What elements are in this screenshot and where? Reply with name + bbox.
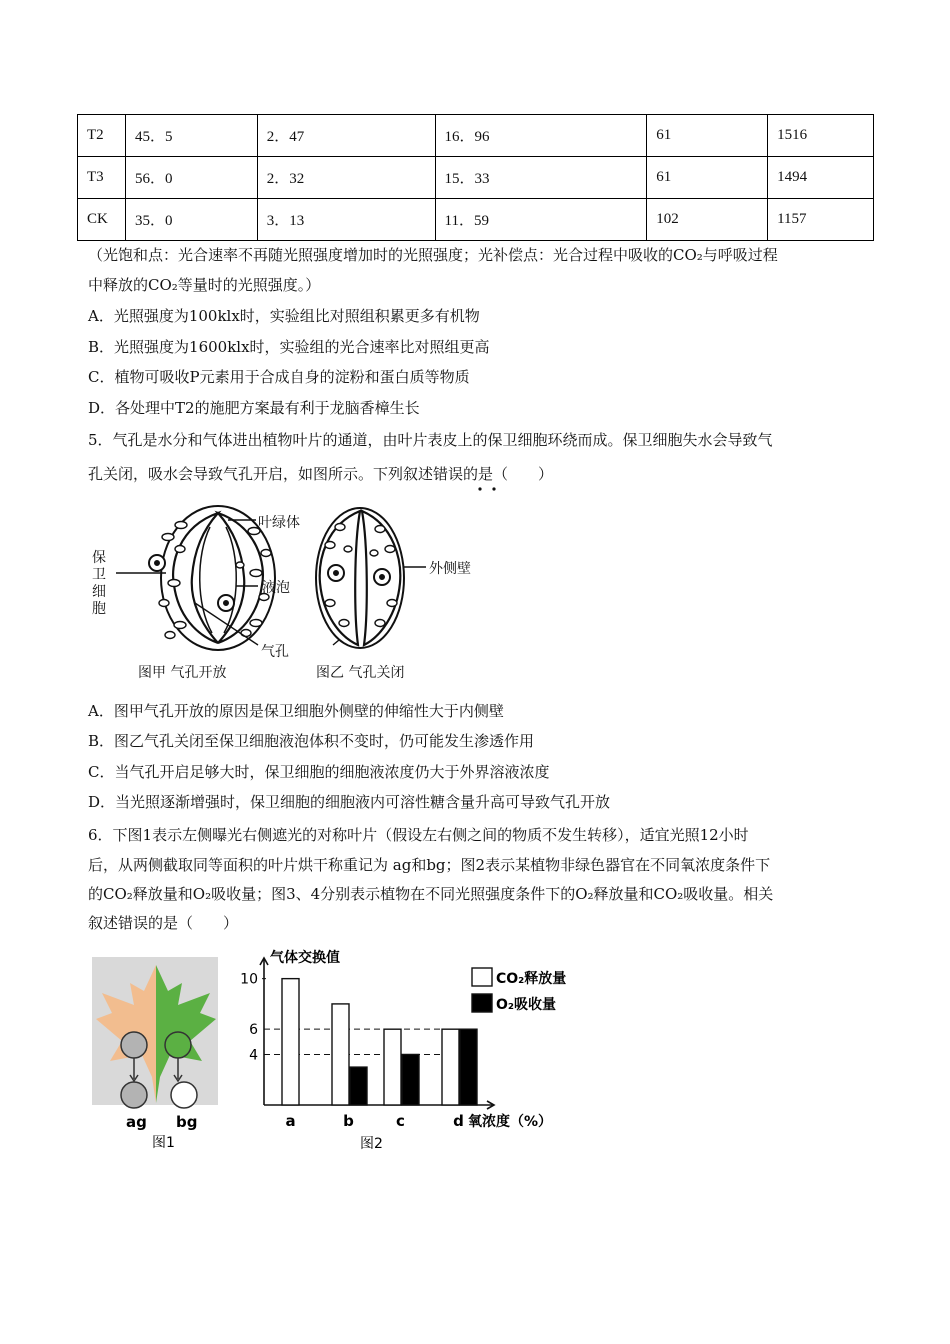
x-tick-label: c <box>396 1112 405 1130</box>
legend-label: CO₂释放量 <box>496 971 566 987</box>
label-stoma: 气孔 <box>261 644 289 660</box>
table-cell: 2．47 <box>257 115 435 157</box>
table-cell: 45．5 <box>125 115 257 157</box>
table-cell: 16．96 <box>435 115 647 157</box>
open-stoma-diagram <box>149 506 275 650</box>
y-tick-label: 4 <box>249 1047 258 1064</box>
table-cell: 102 <box>647 199 768 241</box>
leaf-figure <box>92 957 222 1157</box>
bar-co2-release-c <box>384 1029 401 1105</box>
option-c: C．植物可吸收P元素用于合成自身的淀粉和蛋白质等物质 <box>88 368 470 386</box>
table-cell: T2 <box>78 115 126 157</box>
table-cell: T3 <box>78 157 126 199</box>
data-table <box>77 114 874 241</box>
label-guard-cell-4: 胞 <box>92 601 106 617</box>
figure-labels <box>92 514 471 681</box>
option-d: D．当光照逐渐增强时，保卫细胞的细胞液内可溶性糖含量升高可导致气孔开放 <box>88 793 611 811</box>
bar-co2-release-a <box>282 979 299 1105</box>
option-b: B．图乙气孔关闭至保卫细胞液泡体积不变时，仍可能发生渗透作用 <box>88 732 535 750</box>
stomata-figure <box>88 505 508 685</box>
sample-disc-a <box>121 1032 147 1058</box>
option-a: A．图甲气孔开放的原因是保卫细胞外侧壁的伸缩性大于内侧壁 <box>88 702 504 720</box>
table-cell: 11．59 <box>435 199 647 241</box>
table-cell: 1516 <box>768 115 874 157</box>
y-axis-label: 气体交换值 <box>270 950 340 966</box>
y-tick-label: 6 <box>249 1022 258 1039</box>
table-cell: 61 <box>647 115 768 157</box>
caption-figure-1: 图1 <box>152 1135 175 1151</box>
gas-exchange-chart <box>236 944 566 1156</box>
closed-stoma-diagram <box>316 508 404 648</box>
option-b: B．光照强度为1600klx时，实验组的光合速率比对照组更高 <box>88 338 490 356</box>
question-6-stem: 的CO₂释放量和O₂吸收量；图3、4分别表示植物在不同光照强度条件下的O₂释放量和CO₂吸收量。相关 <box>88 885 774 903</box>
bar-co2-release-b <box>332 1004 349 1105</box>
question-6-stem: 6．下图1表示左侧曝光右侧遮光的对称叶片（假设左右侧之间的物质不发生转移），适宜光照12小时 <box>88 826 749 844</box>
table-row <box>78 199 874 241</box>
dried-disc-a <box>121 1082 147 1108</box>
question-5-stem: 5．气孔是水分和气体进出植物叶片的通道，由叶片表皮上的保卫细胞环绕而成。保卫细胞失水会导致气 <box>88 431 773 449</box>
bar-o2-uptake-d <box>460 1029 477 1105</box>
x-tick-label: b <box>343 1112 354 1130</box>
table-cell: 3．13 <box>257 199 435 241</box>
sample-disc-b <box>165 1032 191 1058</box>
label-ag: ag <box>126 1113 147 1131</box>
label-chloroplast: 叶绿体 <box>258 515 300 531</box>
label-vacuole: 液泡 <box>262 580 290 596</box>
table-note-line: 中释放的CO₂等量时的光照强度。） <box>88 276 321 294</box>
caption-figure-a: 图甲 气孔开放 <box>138 665 227 681</box>
question-6-stem: 后，从两侧截取同等面积的叶片烘干称重记为 ag和bg；图2表示某植物非绿色器官在不同氧浓度条件下 <box>88 856 771 874</box>
caption-figure-2: 图2 <box>360 1136 383 1152</box>
y-tick-label: 10 <box>240 971 258 988</box>
table-cell: 56．0 <box>125 157 257 199</box>
option-a: A．光照强度为100klx时，实验组比对照组积累更多有机物 <box>88 307 480 325</box>
legend-label: O₂吸收量 <box>496 997 557 1013</box>
bar-o2-uptake-b <box>350 1067 367 1105</box>
table-cell: 35．0 <box>125 199 257 241</box>
x-tick-label: d <box>453 1112 464 1130</box>
table-cell: 1157 <box>768 199 874 241</box>
caption-figure-b: 图乙 气孔关闭 <box>316 665 405 681</box>
label-guard-cell-3: 细 <box>92 584 106 600</box>
table-cell: 1494 <box>768 157 874 199</box>
x-axis-label: 氧浓度（%） <box>468 1114 553 1130</box>
x-tick-label: a <box>285 1112 296 1130</box>
dried-disc-b <box>171 1082 197 1108</box>
legend-swatch <box>472 968 492 986</box>
table-note-line: （光饱和点：光合速率不再随光照强度增加时的光照强度；光补偿点：光合过程中吸收的CO₂与呼吸过程 <box>88 246 778 264</box>
question-5-stem: 孔关闭，吸水会导致气孔开启，如图所示。下列叙述错误的是（ ） <box>88 465 554 483</box>
table-row <box>78 115 874 157</box>
label-outer-wall: 外侧壁 <box>429 561 471 577</box>
table-cell: CK <box>78 199 126 241</box>
option-d: D．各处理中T2的施肥方案最有利于龙脑香樟生长 <box>88 399 420 417</box>
table-cell: 15．33 <box>435 157 647 199</box>
option-c: C．当气孔开启足够大时，保卫细胞的细胞液浓度仍大于外界溶液浓度 <box>88 763 550 781</box>
table-row <box>78 157 874 199</box>
label-bg: bg <box>176 1113 198 1131</box>
table-cell: 2．32 <box>257 157 435 199</box>
table-cell: 61 <box>647 157 768 199</box>
emphasis-dots <box>474 486 514 494</box>
bar-co2-release-d <box>442 1029 459 1105</box>
label-guard-cell-2: 卫 <box>92 567 106 583</box>
legend-swatch <box>472 994 492 1012</box>
question-6-stem: 叙述错误的是（ ） <box>88 914 239 932</box>
bar-o2-uptake-c <box>402 1054 419 1105</box>
label-guard-cell-1: 保 <box>92 550 106 566</box>
